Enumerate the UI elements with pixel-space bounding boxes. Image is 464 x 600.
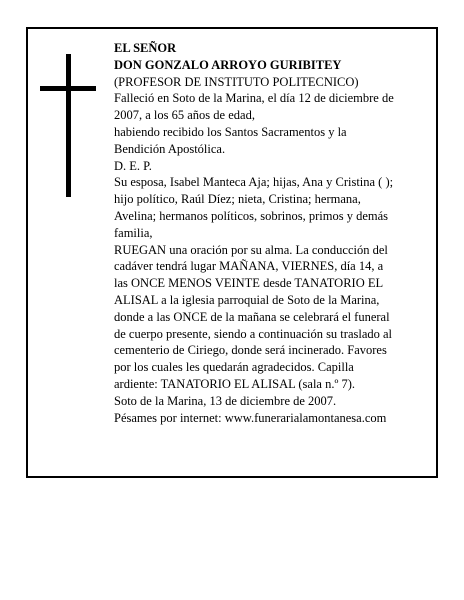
notice-text: [114, 40, 434, 426]
deceased-name: DON GONZALO ARROYO GURIBITEY: [114, 57, 342, 72]
text-line: ALISAL a la iglesia parroquial de Soto de la Marina,: [114, 292, 380, 307]
notice-title-line1: EL SEÑOR: [114, 41, 177, 55]
cross-icon: [40, 54, 96, 197]
text-line: por los cuales les quedarán agradecidos. Capilla: [114, 360, 354, 375]
text-line: familia,: [114, 225, 153, 240]
text-line: Su esposa, Isabel Manteca Aja; hijas, Ana y Cristina ( );: [114, 175, 394, 190]
text-line: cadáver tendrá lugar MAÑANA, VIERNES, día 14, a: [114, 259, 384, 274]
text-line: Soto de la Marina, 13 de diciembre de 2007.: [114, 393, 337, 408]
text-line: Falleció en Soto de la Marina, el día 12 de diciembre de: [114, 91, 394, 106]
text-line: donde a las ONCE de la mañana se celebrará el funeral: [114, 309, 390, 324]
text-line: hijo político, Raúl Díez; nieta, Cristina; hermana,: [114, 192, 361, 207]
text-line: habiendo recibido los Santos Sacramentos y la: [114, 124, 347, 139]
text-line: de cuerpo presente, siendo a continuación su traslado al: [114, 326, 393, 341]
text-line: Pésames por internet: www.funerarialamontanesa.com: [114, 410, 387, 425]
text-line: (PROFESOR DE INSTITUTO POLITECNICO): [114, 74, 359, 89]
text-line: ardiente: TANATORIO EL ALISAL (sala n.º 7).: [114, 376, 356, 391]
text-line: Avelina; hermanos políticos, sobrinos, primos y demás: [114, 208, 389, 223]
text-line: D. E. P.: [114, 158, 152, 173]
text-line: cementerio de Ciriego, donde será incinerado. Favores: [114, 343, 387, 358]
text-line: Bendición Apostólica.: [114, 141, 226, 156]
text-line: las ONCE MENOS VEINTE desde TANATORIO EL: [114, 276, 384, 291]
obituary-notice: [26, 27, 438, 478]
text-line: RUEGAN una oración por su alma. La conducción del: [114, 242, 388, 257]
text-line: 2007, a los 65 años de edad,: [114, 108, 255, 123]
